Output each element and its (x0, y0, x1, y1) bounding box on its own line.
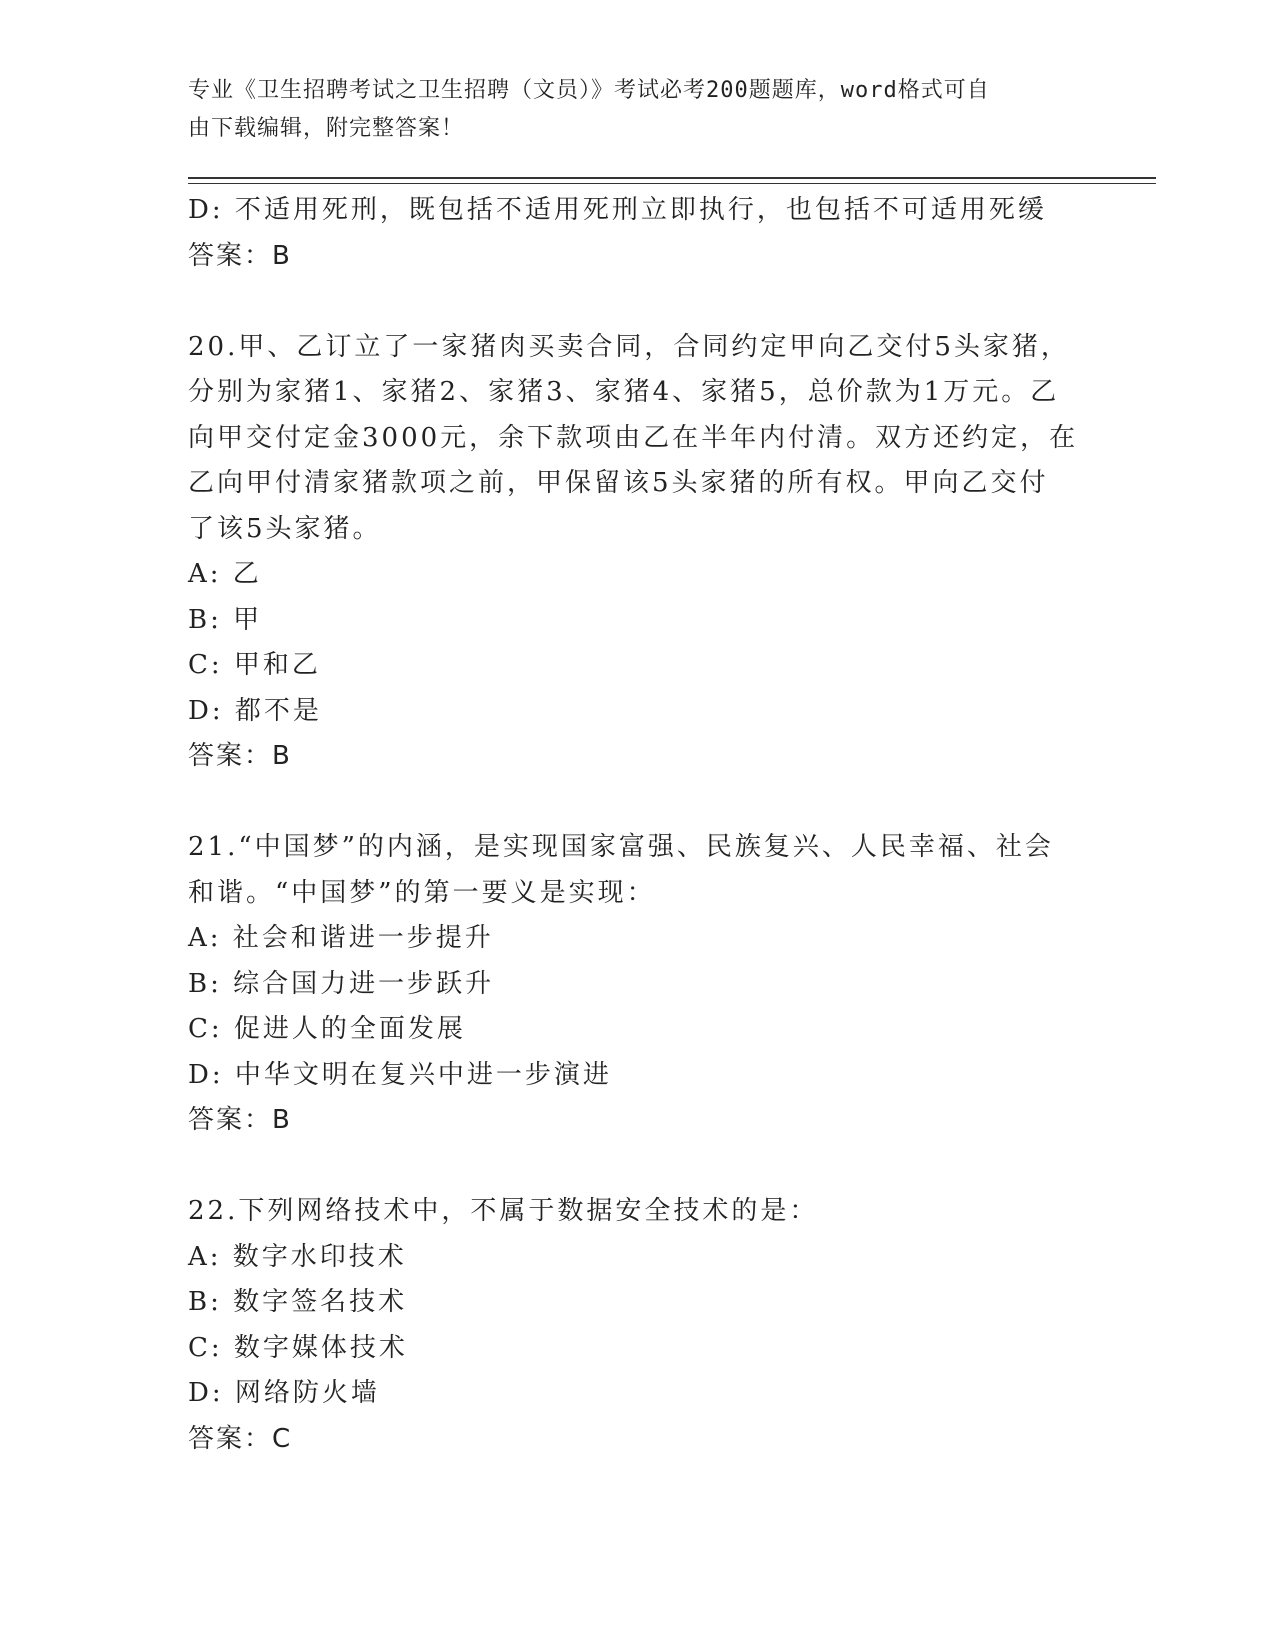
option-a: A: 乙 (188, 559, 262, 589)
question-21 (188, 825, 1088, 1144)
header-rule-thin (188, 183, 1156, 184)
answer-line: 答案：B (188, 240, 292, 271)
header-line-2: 由下载编辑，附完整答案！ (188, 116, 465, 141)
question-stem-line: 乙向甲付清家猪款项之前，甲保留该5头家猪的所有权。甲向乙交付 (188, 468, 1049, 498)
option-d: D: 都不是 (188, 695, 322, 726)
question-stem-line: 22.下列网络技术中，不属于数据安全技术的是： (188, 1196, 819, 1226)
option-a: A: 社会和谐进一步提升 (188, 923, 494, 953)
spacer (188, 1144, 1088, 1190)
option-c: C: 数字媒体技术 (188, 1332, 408, 1363)
option-a: A: 数字水印技术 (188, 1241, 407, 1272)
question-stem-line: 了该5头家猪。 (188, 513, 382, 544)
answer-line: 答案：B (188, 741, 292, 771)
option-c: C: 甲和乙 (188, 650, 321, 680)
question-stem-line: 21.“中国梦”的内涵，是实现国家富强、民族复兴、人民幸福、社会 (188, 832, 1054, 862)
option-b: B: 综合国力进一步跃升 (188, 968, 495, 999)
spacer (188, 279, 1088, 325)
answer-line: 答案：C (188, 1423, 293, 1454)
question-stem-line: 和谐。“中国梦”的第一要义是实现： (188, 877, 656, 908)
option-c: C: 促进人的全面发展 (188, 1014, 466, 1044)
question-20 (188, 325, 1088, 780)
question-stem-line: 分别为家猪1、家猪2、家猪3、家猪4、家猪5，总价款为1万元。乙 (188, 377, 1060, 407)
page-header (188, 72, 1068, 148)
question-stem-line: 向甲交付定金3000元，余下款项由乙在半年内付清。双方还约定，在 (188, 422, 1079, 453)
header-rule-thick (188, 177, 1156, 179)
header-line-1: 专业《卫生招聘考试之卫生招聘（文员）》考试必考200题题库，word格式可自 (188, 78, 990, 103)
answer-line: 答案：B (188, 1105, 292, 1135)
question-stem-line: 20.甲、乙订立了一家猪肉买卖合同，合同约定甲向乙交付5头家猪， (188, 331, 1070, 362)
spacer (188, 780, 1088, 826)
option-d: D: 中华文明在复兴中进一步演进 (188, 1059, 612, 1090)
question-22 (188, 1189, 1088, 1462)
question-content (188, 188, 1088, 1462)
question-19-tail (188, 188, 1088, 279)
option-d: D: 网络防火墙 (188, 1378, 380, 1408)
option-b: B: 数字签名技术 (188, 1287, 408, 1317)
option-d: D: 不适用死刑，既包括不适用死刑立即执行，也包括不可适用死缓 (188, 195, 1047, 225)
option-b: B: 甲 (188, 604, 263, 635)
